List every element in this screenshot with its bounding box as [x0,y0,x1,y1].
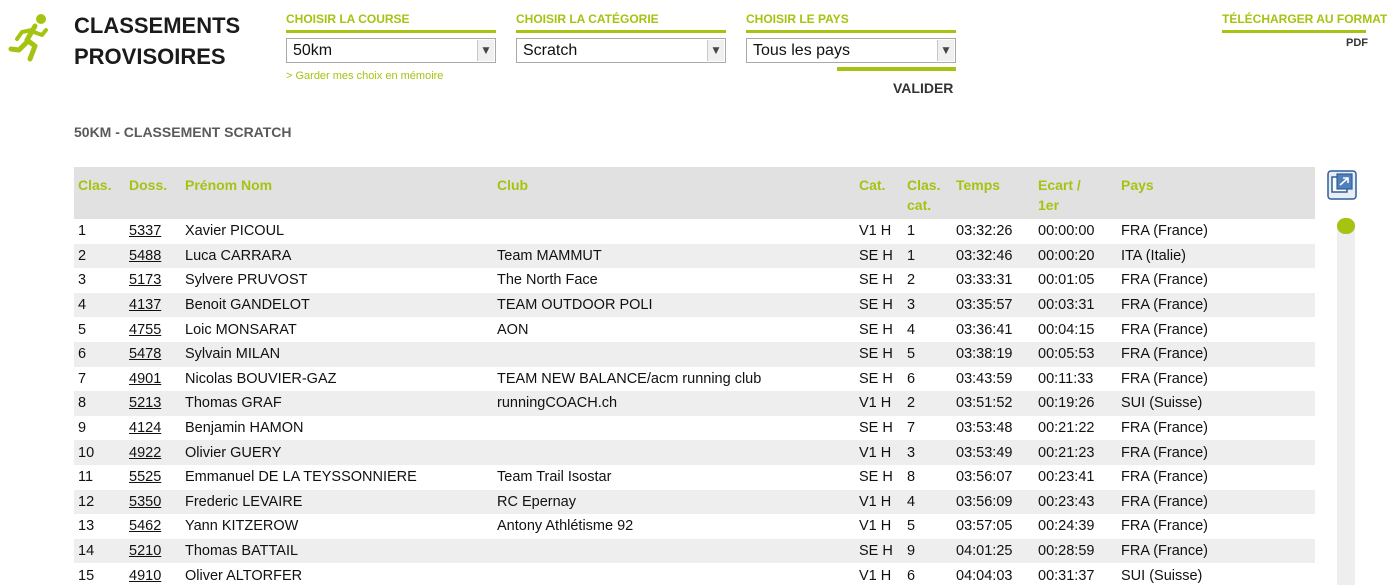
col-cat-header[interactable]: Cat. [859,177,886,193]
scrollbar-track[interactable] [1337,222,1355,585]
rank-cell: 4 [78,297,87,314]
club-cell [493,539,855,564]
category-filter-label: CHOISIR LA CATÉGORIE [516,12,726,33]
table-row [74,367,1315,392]
time-cell: 03:38:19 [956,346,1013,363]
club-cell [493,563,855,588]
gap-cell: 00:04:15 [1038,321,1095,338]
rank-cell: 14 [78,543,95,560]
gap-cell: 00:23:43 [1038,493,1095,510]
chevron-down-icon[interactable]: ▼ [937,40,954,61]
table-row [74,342,1315,367]
bib-cell [125,465,181,490]
col-country-header[interactable]: Pays [1121,177,1154,193]
country-select-value: Tous les pays [753,42,850,59]
gap-cell: 00:03:31 [1038,297,1095,314]
gap-cell: 00:24:39 [1038,518,1095,535]
name-cell: Frederic LEVAIRE [185,493,303,510]
name-cell: Yann KITZEROW [185,518,299,535]
rank-cell: 3 [78,272,87,289]
page-title-line1: CLASSEMENTS [74,13,241,38]
pdf-download-link[interactable]: PDF [1346,37,1368,49]
country-cell: FRA (France) [1121,543,1209,560]
cat-cell: V1 H [859,444,892,461]
col-name-header[interactable]: Prénom Nom [185,177,273,193]
cat-rank-cell: 2 [907,272,916,289]
bib-cell [125,244,181,269]
bib-link[interactable]: 5462 [129,518,162,535]
table-row [74,219,1315,244]
cat-rank-cell: 2 [907,395,916,412]
cat-cell: V1 H [859,395,892,412]
bib-cell [125,563,181,588]
scrollbar-thumb[interactable] [1337,218,1355,234]
cat-cell: SE H [859,370,893,387]
name-cell: Thomas GRAF [185,395,282,412]
table-row [74,293,1315,318]
name-cell: Olivier GUERY [185,444,282,461]
course-select[interactable] [286,38,496,63]
club-cell [493,416,855,441]
cat-rank-cell: 5 [907,346,916,363]
cat-rank-cell: 3 [907,444,916,461]
country-cell: FRA (France) [1121,420,1209,437]
cat-rank-cell: 8 [907,469,916,486]
col-bib-header[interactable]: Doss. [129,177,168,193]
country-filter-label: CHOISIR LE PAYS [746,12,956,33]
bib-link[interactable]: 4901 [129,370,162,387]
cat-rank-cell: 4 [907,321,916,338]
bib-cell [125,416,181,441]
country-cell: FRA (France) [1121,346,1209,363]
course-select-value: 50km [293,42,333,59]
cat-cell: V1 H [859,518,892,535]
time-cell: 03:35:57 [956,297,1013,314]
table-row [74,490,1315,515]
cat-cell: SE H [859,346,893,363]
valider-button[interactable]: VALIDER [893,80,954,96]
category-filter [516,12,726,63]
cat-cell: SE H [859,469,893,486]
rank-cell: 10 [78,444,95,461]
gap-cell: 00:21:23 [1038,444,1095,461]
name-cell: Sylvain MILAN [185,346,281,363]
cat-cell: SE H [859,420,893,437]
valider-underline [837,67,956,71]
gap-cell: 00:21:22 [1038,420,1095,437]
name-cell: Emmanuel DE LA TEYSSONNIERE [185,469,417,486]
time-cell: 03:53:48 [956,420,1013,437]
bib-link[interactable]: 5525 [129,469,162,486]
bib-cell [125,268,181,293]
name-cell: Oliver ALTORFER [185,567,303,584]
bib-link[interactable]: 4755 [129,321,162,338]
club-cell: TEAM OUTDOOR POLI [497,297,653,314]
cat-cell: SE H [859,247,893,264]
time-cell: 03:36:41 [956,321,1013,338]
rank-cell: 7 [78,370,87,387]
download-label: TÉLÉCHARGER AU FORMAT [1222,12,1366,33]
country-cell: FRA (France) [1121,469,1209,486]
club-cell [493,342,855,367]
country-cell: SUI (Suisse) [1121,567,1203,584]
time-cell: 03:53:49 [956,444,1013,461]
country-cell: ITA (Italie) [1121,247,1186,264]
bib-cell [125,514,181,539]
col-cat-rank-header-line2: cat. [907,197,932,213]
time-cell: 03:56:07 [956,469,1013,486]
table-row [74,268,1315,293]
name-cell: Sylvere PRUVOST [185,272,308,289]
gap-cell: 00:31:37 [1038,567,1095,584]
table-row [74,416,1315,441]
gap-cell: 00:00:00 [1038,223,1095,240]
cat-rank-cell: 6 [907,370,916,387]
gap-cell: 00:23:41 [1038,469,1095,486]
country-cell: SUI (Suisse) [1121,395,1203,412]
name-cell: Nicolas BOUVIER-GAZ [185,370,337,387]
name-cell: Loic MONSARAT [185,321,297,338]
cat-rank-cell: 1 [907,223,916,240]
country-cell: FRA (France) [1121,518,1209,535]
download-section [1222,12,1387,49]
country-cell: FRA (France) [1121,321,1209,338]
club-cell: RC Epernay [497,493,576,510]
results-table [74,167,1315,588]
club-cell: TEAM NEW BALANCE/acm running club [497,370,762,387]
cat-rank-cell: 4 [907,493,916,510]
bib-cell [125,539,181,564]
time-cell: 03:51:52 [956,395,1013,412]
col-gap-header[interactable] [1034,167,1117,219]
col-cat-rank-header-line1: Clas. [907,177,941,193]
chevron-down-icon[interactable]: ▼ [477,40,494,61]
col-club-header[interactable]: Club [497,177,529,193]
col-time-header[interactable]: Temps [956,177,1001,193]
gap-cell: 00:05:53 [1038,346,1095,363]
rank-cell: 9 [78,420,87,437]
remember-choices-link[interactable]: > Garder mes choix en mémoire [286,70,444,82]
course-filter [286,12,496,63]
table-row [74,317,1315,342]
country-cell: FRA (France) [1121,444,1209,461]
name-cell: Xavier PICOUL [185,223,285,240]
gap-cell: 00:00:20 [1038,247,1095,264]
time-cell: 03:57:05 [956,518,1013,535]
bib-link[interactable]: 5488 [129,247,162,264]
rank-cell: 2 [78,247,87,264]
bib-cell [125,342,181,367]
cat-cell: SE H [859,543,893,560]
bib-link[interactable]: 4922 [129,444,162,461]
bib-cell [125,367,181,392]
col-rank-header[interactable]: Clas. [78,177,112,193]
bib-cell [125,440,181,465]
time-cell: 04:04:03 [956,567,1013,584]
rank-cell: 13 [78,518,95,535]
cat-cell: SE H [859,321,893,338]
club-cell: AON [497,321,529,338]
col-cat-rank-header[interactable] [903,167,952,219]
name-cell: Luca CARRARA [185,247,292,264]
club-cell: The North Face [497,272,598,289]
club-cell [493,440,855,465]
bib-cell [125,391,181,416]
gap-cell: 00:19:26 [1038,395,1095,412]
bib-link[interactable]: 4137 [129,297,162,314]
table-row [74,539,1315,564]
runner-logo-icon[interactable] [8,12,52,62]
name-cell: Benoit GANDELOT [185,297,310,314]
bib-cell [125,490,181,515]
category-select[interactable] [516,38,726,63]
time-cell: 04:01:25 [956,543,1013,560]
club-cell: Team Trail Isostar [497,469,612,486]
bib-link[interactable]: 5173 [129,272,162,289]
time-cell: 03:32:46 [956,247,1013,264]
bib-link[interactable]: 5213 [129,395,162,412]
rank-cell: 1 [78,223,87,240]
bib-cell [125,219,181,244]
gap-cell: 00:11:33 [1038,370,1094,387]
country-cell: FRA (France) [1121,370,1209,387]
bib-cell [125,293,181,318]
rank-cell: 11 [78,469,94,486]
cat-cell: V1 H [859,493,892,510]
table-row [74,440,1315,465]
category-select-value: Scratch [523,42,578,59]
gap-cell: 00:01:05 [1038,272,1095,289]
cat-rank-cell: 5 [907,518,916,535]
rank-cell: 12 [78,493,95,510]
bib-link[interactable]: 4910 [129,567,162,584]
rank-cell: 5 [78,321,87,338]
share-window-icon[interactable] [1327,170,1357,200]
cat-rank-cell: 1 [907,247,916,264]
table-row [74,391,1315,416]
cat-rank-cell: 9 [907,543,916,560]
page-title-line2: PROVISOIRES [74,44,226,69]
name-cell: Benjamin HAMON [185,420,304,437]
country-filter [746,12,956,63]
country-cell: FRA (France) [1121,223,1209,240]
club-cell [493,219,855,244]
table-row [74,465,1315,490]
cat-cell: V1 H [859,567,892,584]
results-title: 50KM - CLASSEMENT SCRATCH [74,124,292,140]
col-gap-header-line1: Ecart / [1038,177,1081,193]
cat-cell: V1 H [859,223,892,240]
name-cell: Thomas BATTAIL [185,543,299,560]
club-cell: runningCOACH.ch [497,395,618,412]
col-gap-header-line2: 1er [1038,197,1060,213]
country-select[interactable] [746,38,956,63]
country-cell: FRA (France) [1121,493,1209,510]
bib-link[interactable]: 4124 [129,420,162,437]
course-filter-label: CHOISIR LA COURSE [286,12,496,33]
country-cell: FRA (France) [1121,272,1209,289]
time-cell: 03:43:59 [956,370,1013,387]
bib-link[interactable]: 5478 [129,346,162,363]
rank-cell: 15 [78,567,95,584]
club-cell: Team MAMMUT [497,247,602,264]
cat-rank-cell: 7 [907,420,916,437]
table-row [74,514,1315,539]
rank-cell: 6 [78,346,87,363]
table-row [74,563,1315,588]
chevron-down-icon[interactable]: ▼ [707,40,724,61]
time-cell: 03:32:26 [956,223,1013,240]
country-cell: FRA (France) [1121,297,1209,314]
cat-cell: SE H [859,272,893,289]
bib-link[interactable]: 5210 [129,543,162,560]
cat-cell: SE H [859,297,893,314]
time-cell: 03:33:31 [956,272,1013,289]
results-body [74,219,1315,588]
bib-link[interactable]: 5337 [129,223,162,240]
gap-cell: 00:28:59 [1038,543,1095,560]
bib-link[interactable]: 5350 [129,493,162,510]
table-row [74,244,1315,269]
cat-rank-cell: 3 [907,297,916,314]
table-header-row [74,167,1315,219]
rank-cell: 8 [78,395,87,412]
club-cell: Antony Athlétisme 92 [497,518,634,535]
bib-cell [125,317,181,342]
cat-rank-cell: 6 [907,567,916,584]
page-title [74,10,274,72]
time-cell: 03:56:09 [956,493,1013,510]
